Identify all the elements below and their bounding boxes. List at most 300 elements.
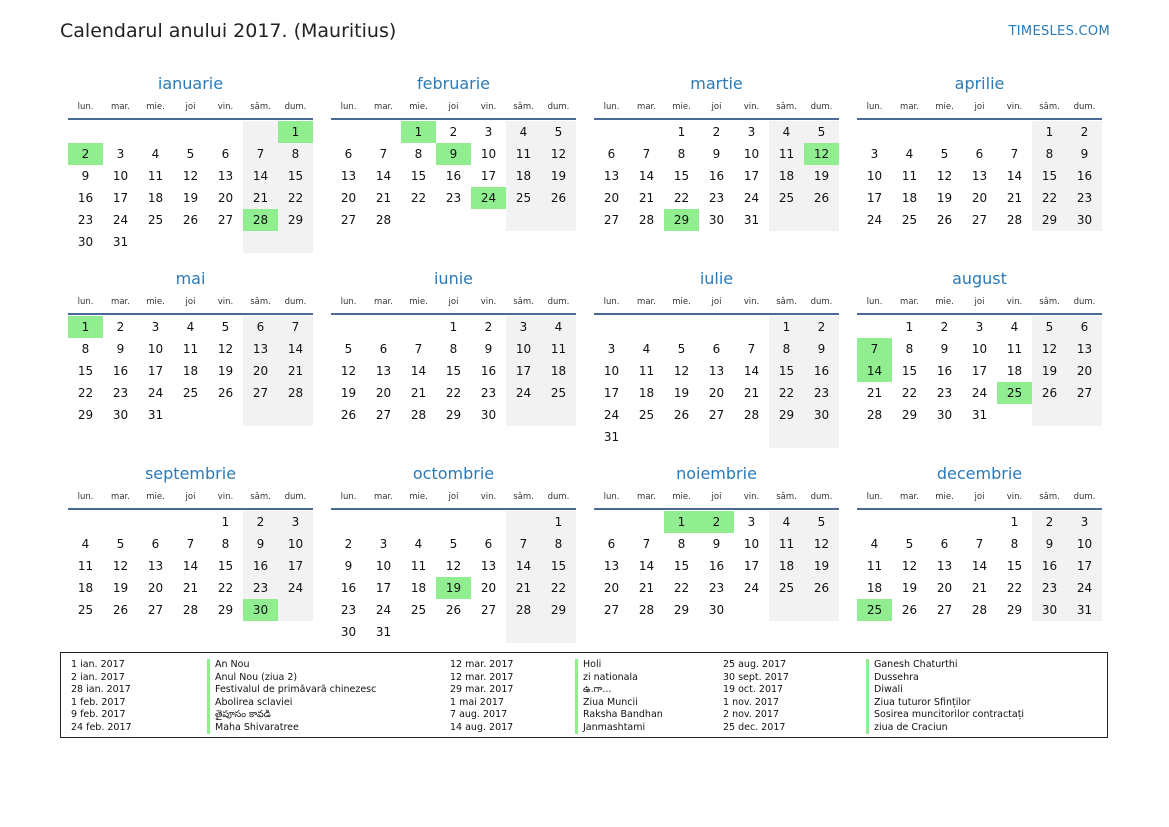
day-cell: 31	[375, 625, 392, 639]
day-cell: 15	[769, 360, 804, 382]
day-cell: 8	[414, 147, 423, 161]
day-cell: 14	[971, 559, 988, 573]
empty-cell	[734, 599, 769, 621]
day-cell: 16	[1032, 555, 1067, 577]
day-cell: 24	[603, 408, 620, 422]
day-cell: 18	[410, 581, 427, 595]
day-cell: 13	[603, 559, 620, 573]
day-cell: 21	[278, 360, 313, 382]
day-cell: 15	[673, 169, 690, 183]
weekday-header	[331, 96, 576, 120]
weekday-label: mar.	[637, 492, 656, 502]
weekday-label: sâm.	[1039, 297, 1060, 307]
day-cell: 2	[484, 320, 493, 334]
day-cell: 12	[541, 143, 576, 165]
day-grid	[594, 121, 839, 231]
weekday-label: mie.	[935, 297, 954, 307]
day-cell: 11	[77, 559, 94, 573]
empty-cell	[401, 209, 436, 231]
weekday-label: vin.	[1006, 297, 1023, 307]
month-octombrie	[331, 462, 576, 642]
month-name: martie	[690, 74, 743, 93]
weekday-label: vin.	[743, 102, 760, 112]
day-grid	[331, 121, 576, 231]
day-cell: 20	[375, 386, 392, 400]
legend-date: 1 mai 2017	[450, 696, 504, 708]
day-cell: 9	[81, 169, 90, 183]
empty-cell	[366, 511, 401, 533]
empty-cell	[243, 231, 278, 253]
day-cell: 19	[436, 577, 471, 599]
day-cell: 22	[410, 191, 427, 205]
day-cell: 2	[804, 316, 839, 338]
empty-cell	[857, 511, 892, 533]
day-cell: 5	[116, 537, 125, 551]
weekday-label: joi	[185, 102, 196, 112]
legend-name-column	[866, 659, 1024, 734]
day-cell: 10	[506, 338, 541, 360]
day-grid	[857, 511, 1102, 621]
day-cell: 24	[743, 581, 760, 595]
empty-cell	[594, 121, 629, 143]
weekday-label: dum.	[810, 297, 833, 307]
day-cell: 7	[278, 316, 313, 338]
weekday-label: sâm.	[776, 297, 797, 307]
day-cell: 3	[607, 342, 616, 356]
day-grid	[594, 511, 839, 621]
day-cell: 14	[638, 559, 655, 573]
day-cell: 22	[217, 581, 234, 595]
empty-cell	[173, 231, 208, 253]
day-cell: 22	[278, 187, 313, 209]
day-cell: 8	[905, 342, 914, 356]
day-cell: 1	[68, 316, 103, 338]
month-august	[857, 267, 1102, 462]
day-cell: 11	[866, 559, 883, 573]
day-cell: 19	[112, 581, 129, 595]
day-cell: 11	[410, 559, 427, 573]
legend-holiday-name: ఉ.గా...	[575, 684, 663, 697]
day-cell: 23	[77, 213, 94, 227]
day-cell: 18	[866, 581, 883, 595]
legend-holiday-name: Diwali	[866, 684, 1024, 697]
weekday-label: mie.	[146, 297, 165, 307]
day-grid	[331, 511, 576, 643]
day-cell: 9	[436, 143, 471, 165]
day-cell: 20	[1067, 360, 1102, 382]
day-cell: 25	[857, 599, 892, 621]
day-cell: 11	[769, 533, 804, 555]
day-cell: 22	[445, 386, 462, 400]
day-cell: 10	[147, 342, 164, 356]
day-cell: 31	[112, 235, 129, 249]
day-cell: 4	[414, 537, 423, 551]
day-cell: 5	[804, 121, 839, 143]
weekday-label: vin.	[217, 102, 234, 112]
day-cell: 8	[278, 143, 313, 165]
weekday-label: mie.	[409, 102, 428, 112]
day-cell: 29	[901, 408, 918, 422]
day-cell: 8	[1032, 143, 1067, 165]
empty-cell	[769, 599, 804, 621]
weekday-label: vin.	[743, 297, 760, 307]
day-cell: 23	[708, 581, 725, 595]
day-cell: 16	[243, 555, 278, 577]
day-cell: 5	[449, 537, 458, 551]
day-cell: 23	[340, 603, 357, 617]
day-cell: 18	[541, 360, 576, 382]
day-cell: 10	[603, 364, 620, 378]
day-cell: 15	[77, 364, 94, 378]
empty-cell	[103, 511, 138, 533]
day-cell: 5	[541, 121, 576, 143]
day-cell: 26	[936, 213, 953, 227]
day-cell: 29	[664, 209, 699, 231]
empty-cell	[664, 316, 699, 338]
empty-cell	[138, 231, 173, 253]
empty-cell	[331, 511, 366, 533]
day-cell: 11	[1006, 342, 1023, 356]
day-cell: 16	[480, 364, 497, 378]
day-cell: 23	[804, 382, 839, 404]
empty-cell	[401, 316, 436, 338]
day-cell: 26	[217, 386, 234, 400]
day-cell: 30	[708, 603, 725, 617]
day-cell: 27	[375, 408, 392, 422]
weekday-header	[68, 96, 313, 120]
day-cell: 3	[747, 125, 756, 139]
empty-cell	[857, 316, 892, 338]
weekday-label: joi	[711, 102, 722, 112]
empty-cell	[962, 511, 997, 533]
months-grid	[68, 72, 1101, 642]
month-name: septembrie	[144, 464, 237, 483]
day-cell: 28	[506, 599, 541, 621]
day-cell: 13	[217, 169, 234, 183]
day-cell: 6	[712, 342, 721, 356]
day-cell: 27	[708, 408, 725, 422]
month-aprilie	[857, 72, 1102, 267]
weekday-label: lun.	[340, 492, 357, 502]
day-cell: 14	[506, 555, 541, 577]
day-cell: 28	[866, 408, 883, 422]
day-cell: 23	[445, 191, 462, 205]
day-cell: 27	[340, 213, 357, 227]
weekday-label: sâm.	[513, 297, 534, 307]
empty-cell	[541, 621, 576, 643]
day-cell: 29	[541, 599, 576, 621]
day-cell: 8	[541, 533, 576, 555]
legend-holiday-name: Ziua tuturor Sfinților	[866, 697, 1024, 710]
empty-cell	[278, 404, 313, 426]
month-noiembrie	[594, 462, 839, 642]
day-cell: 18	[769, 555, 804, 577]
empty-cell	[173, 404, 208, 426]
legend-date: 9 feb. 2017	[71, 709, 126, 720]
weekday-label: dum.	[1073, 492, 1096, 502]
day-cell: 4	[1010, 320, 1019, 334]
day-cell: 21	[182, 581, 199, 595]
day-cell: 12	[182, 169, 199, 183]
holiday-legend	[60, 652, 1108, 738]
weekday-label: dum.	[284, 492, 307, 502]
day-cell: 24	[375, 603, 392, 617]
day-cell: 10	[480, 147, 497, 161]
empty-cell	[208, 404, 243, 426]
day-cell: 15	[1032, 165, 1067, 187]
weekday-label: vin.	[217, 492, 234, 502]
day-cell: 7	[642, 147, 651, 161]
day-cell: 13	[603, 169, 620, 183]
day-cell: 12	[804, 143, 839, 165]
weekday-label: sâm.	[513, 102, 534, 112]
legend-date: 1 nov. 2017	[723, 696, 779, 708]
day-cell: 4	[905, 147, 914, 161]
weekday-label: mie.	[146, 102, 165, 112]
day-cell: 22	[673, 581, 690, 595]
day-cell: 23	[708, 191, 725, 205]
day-cell: 17	[866, 191, 883, 205]
day-cell: 4	[506, 121, 541, 143]
day-cell: 2	[243, 511, 278, 533]
day-cell: 1	[1010, 515, 1019, 529]
day-cell: 20	[340, 191, 357, 205]
empty-cell	[506, 511, 541, 533]
day-cell: 3	[870, 147, 879, 161]
day-cell: 7	[243, 143, 278, 165]
empty-cell	[436, 621, 471, 643]
empty-cell	[278, 231, 313, 253]
day-cell: 29	[769, 404, 804, 426]
day-cell: 21	[971, 581, 988, 595]
weekday-label: lun.	[340, 102, 357, 112]
day-cell: 27	[147, 603, 164, 617]
empty-cell	[629, 316, 664, 338]
day-cell: 30	[340, 625, 357, 639]
month-name: decembrie	[936, 464, 1023, 483]
day-cell: 21	[410, 386, 427, 400]
day-cell: 9	[344, 559, 353, 573]
day-cell: 13	[147, 559, 164, 573]
empty-cell	[629, 121, 664, 143]
day-cell: 1	[769, 316, 804, 338]
day-cell: 20	[480, 581, 497, 595]
weekday-label: mar.	[900, 297, 919, 307]
day-cell: 5	[804, 511, 839, 533]
day-cell: 19	[901, 581, 918, 595]
weekday-label: mie.	[409, 297, 428, 307]
day-cell: 10	[743, 147, 760, 161]
legend-holiday-name: తైపూసం కావడి	[207, 709, 376, 722]
day-cell: 13	[375, 364, 392, 378]
day-cell: 1	[905, 320, 914, 334]
legend-holiday-name: Maha Shivaratree	[207, 722, 376, 735]
weekday-label: sâm.	[776, 102, 797, 112]
empty-cell	[506, 209, 541, 231]
empty-cell	[68, 121, 103, 143]
weekday-label: lun.	[77, 102, 94, 112]
legend-date: 30 sept. 2017	[723, 671, 789, 683]
day-cell: 1	[221, 515, 230, 529]
empty-cell	[68, 511, 103, 533]
weekday-label: mar.	[900, 102, 919, 112]
day-cell: 23	[243, 577, 278, 599]
empty-cell	[366, 316, 401, 338]
day-cell: 1	[677, 125, 686, 139]
day-cell: 25	[901, 213, 918, 227]
empty-cell	[664, 426, 699, 448]
day-cell: 2	[1067, 121, 1102, 143]
day-cell: 30	[936, 408, 953, 422]
month-februarie	[331, 72, 576, 267]
day-cell: 9	[1067, 143, 1102, 165]
day-cell: 29	[77, 408, 94, 422]
day-cell: 27	[971, 213, 988, 227]
day-cell: 26	[673, 408, 690, 422]
day-cell: 26	[901, 603, 918, 617]
weekday-label: mie.	[935, 102, 954, 112]
weekday-label: dum.	[547, 102, 570, 112]
month-septembrie	[68, 462, 313, 642]
day-cell: 19	[804, 555, 839, 577]
empty-cell	[734, 426, 769, 448]
day-cell: 7	[1010, 147, 1019, 161]
weekday-label: mar.	[637, 102, 656, 112]
day-cell: 16	[936, 364, 953, 378]
legend-holiday-name: Ziua Muncii	[575, 697, 663, 710]
day-cell: 20	[708, 386, 725, 400]
day-cell: 29	[1032, 209, 1067, 231]
day-cell: 20	[971, 191, 988, 205]
weekday-label: vin.	[217, 297, 234, 307]
legend-date: 25 dec. 2017	[723, 721, 786, 733]
day-cell: 26	[445, 603, 462, 617]
day-cell: 29	[278, 209, 313, 231]
weekday-label: joi	[448, 297, 459, 307]
day-cell: 28	[278, 382, 313, 404]
day-cell: 30	[1032, 599, 1067, 621]
day-cell: 3	[747, 515, 756, 529]
month-name: iunie	[433, 269, 473, 288]
day-cell: 7	[975, 537, 984, 551]
day-cell: 31	[603, 430, 620, 444]
day-cell: 17	[375, 581, 392, 595]
day-cell: 11	[901, 169, 918, 183]
day-cell: 17	[971, 364, 988, 378]
weekday-label: sâm.	[1039, 492, 1060, 502]
day-cell: 1	[541, 511, 576, 533]
weekday-label: lun.	[866, 492, 883, 502]
weekday-header	[331, 486, 576, 510]
day-cell: 10	[278, 533, 313, 555]
day-cell: 6	[379, 342, 388, 356]
legend-date: 24 feb. 2017	[71, 721, 132, 733]
day-cell: 18	[506, 165, 541, 187]
day-cell: 4	[769, 121, 804, 143]
day-cell: 31	[1067, 599, 1102, 621]
day-cell: 3	[278, 511, 313, 533]
day-cell: 23	[112, 386, 129, 400]
day-cell: 29	[673, 603, 690, 617]
day-cell: 1	[449, 320, 458, 334]
weekday-label: dum.	[1073, 102, 1096, 112]
weekday-label: mar.	[900, 492, 919, 502]
weekday-label: joi	[185, 492, 196, 502]
day-cell: 21	[243, 187, 278, 209]
month-mai	[68, 267, 313, 462]
day-cell: 4	[151, 147, 160, 161]
empty-cell	[699, 316, 734, 338]
month-name: mai	[175, 269, 206, 288]
legend-date: 12 mar. 2017	[450, 659, 514, 670]
weekday-label: joi	[974, 297, 985, 307]
day-cell: 11	[638, 364, 655, 378]
weekday-label: sâm.	[776, 492, 797, 502]
day-cell: 9	[712, 147, 721, 161]
day-cell: 28	[743, 408, 760, 422]
day-cell: 23	[1032, 577, 1067, 599]
weekday-label: dum.	[810, 492, 833, 502]
month-name: iulie	[699, 269, 734, 288]
day-cell: 19	[673, 386, 690, 400]
day-cell: 9	[1032, 533, 1067, 555]
legend-holiday-name: ziua de Craciun	[866, 722, 1024, 735]
legend-date: 12 mar. 2017	[450, 671, 514, 683]
day-cell: 20	[603, 191, 620, 205]
weekday-label: sâm.	[1039, 102, 1060, 112]
day-cell: 5	[221, 320, 230, 334]
site-brand-link[interactable]: TIMESLES.COM	[1008, 24, 1110, 39]
month-name: februarie	[416, 74, 491, 93]
day-cell: 23	[1067, 187, 1102, 209]
day-cell: 12	[673, 364, 690, 378]
day-cell: 30	[77, 235, 94, 249]
weekday-label: joi	[974, 102, 985, 112]
day-cell: 5	[940, 147, 949, 161]
day-cell: 13	[708, 364, 725, 378]
day-cell: 24	[112, 213, 129, 227]
weekday-label: lun.	[866, 102, 883, 112]
day-cell: 4	[186, 320, 195, 334]
day-cell: 11	[147, 169, 164, 183]
day-cell: 5	[344, 342, 353, 356]
day-cell: 13	[340, 169, 357, 183]
day-cell: 13	[971, 169, 988, 183]
weekday-label: lun.	[603, 102, 620, 112]
day-cell: 11	[506, 143, 541, 165]
day-cell: 14	[857, 360, 892, 382]
legend-date: 7 aug. 2017	[450, 709, 508, 720]
day-cell: 13	[480, 559, 497, 573]
weekday-label: mar.	[111, 102, 130, 112]
legend-date-column	[450, 659, 513, 734]
day-cell: 6	[940, 537, 949, 551]
weekday-label: mar.	[637, 297, 656, 307]
day-cell: 8	[677, 537, 686, 551]
day-cell: 18	[769, 165, 804, 187]
weekday-label: dum.	[547, 492, 570, 502]
weekday-label: mar.	[111, 297, 130, 307]
day-cell: 29	[445, 408, 462, 422]
day-cell: 24	[278, 577, 313, 599]
weekday-label: joi	[185, 297, 196, 307]
day-cell: 22	[673, 191, 690, 205]
empty-cell	[927, 121, 962, 143]
day-cell: 29	[217, 603, 234, 617]
day-cell: 13	[1067, 338, 1102, 360]
day-cell: 26	[112, 603, 129, 617]
legend-holiday-name: Festivalul de primăvară chinezesc	[207, 684, 376, 697]
